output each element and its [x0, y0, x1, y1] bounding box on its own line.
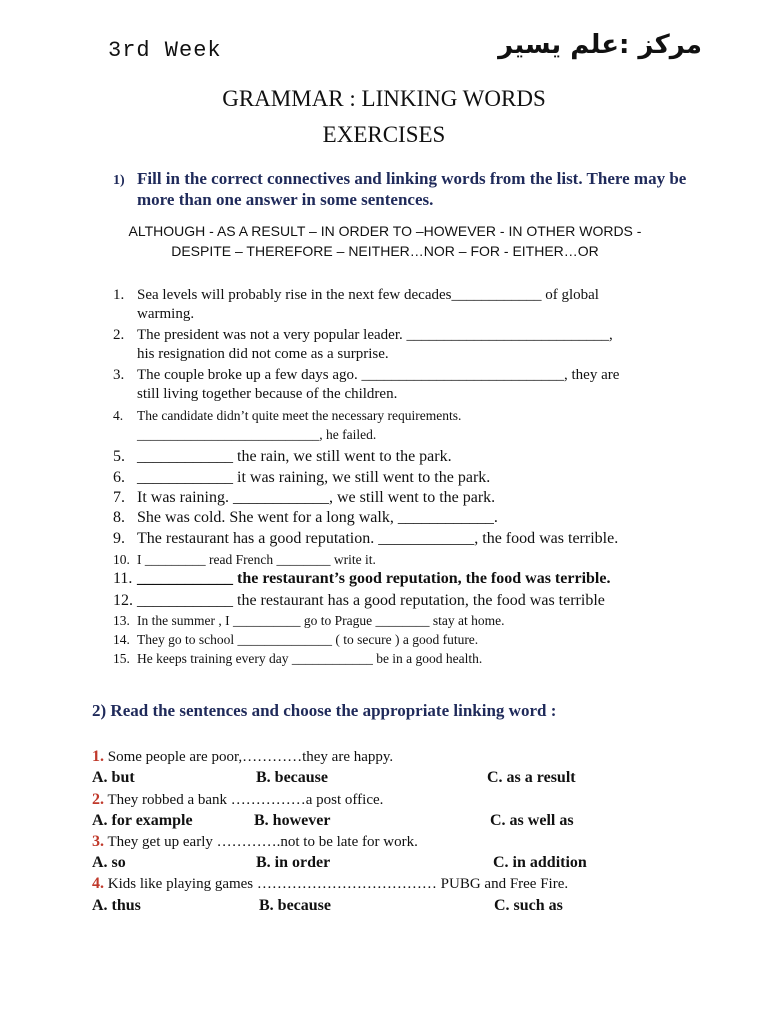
- item-text-line: warming.: [137, 306, 195, 322]
- item-number: 7.: [113, 489, 125, 506]
- item-text-line: his resignation did not come as a surprise.: [137, 346, 389, 362]
- exercise-1-text: Fill in the correct connectives and linking words from the list. There may be more than one answer in some sentences.: [137, 169, 687, 209]
- mcq-option-b: B. because: [259, 897, 331, 914]
- item-text-line: still living together because of the children.: [137, 386, 398, 402]
- mcq-option-c: C. in addition: [493, 854, 587, 871]
- item-text-line: In the summer , I __________ go to Prague ________ stay at home.: [137, 613, 505, 628]
- mcq-option-a: A. for example: [92, 812, 193, 829]
- mcq-number: 4.: [92, 875, 104, 892]
- item-text-line: The president was not a very popular leader. ___________________________,: [137, 327, 613, 343]
- item-text-line: The restaurant has a good reputation. ____________, the food was terrible.: [137, 530, 619, 547]
- word-list-line-1: ALTHOUGH - AS A RESULT – IN ORDER TO –HOWEVER - IN OTHER WORDS -: [128, 223, 642, 239]
- item-text-line: It was raining. ____________, we still went to the park.: [137, 489, 496, 506]
- mcq-option-a: A. but: [92, 769, 135, 786]
- item-text-line: They go to school ______________ ( to secure ) a good future.: [137, 632, 479, 647]
- item-text-line: The candidate didn’t quite meet the necessary requirements.: [137, 408, 462, 423]
- page-subtitle: EXERCISES: [322, 122, 446, 147]
- item-number: 5.: [113, 448, 125, 465]
- item-number: 3.: [113, 367, 125, 383]
- mcq-number: 3.: [92, 833, 104, 850]
- item-text-line: She was cold. She went for a long walk, ____________.: [137, 509, 498, 526]
- mcq-question: [92, 875, 568, 893]
- mcq-option-a: A. thus: [92, 897, 141, 914]
- item-number: 10.: [113, 552, 130, 567]
- mcq-number: 2.: [92, 791, 104, 808]
- item-number: 1.: [113, 287, 125, 303]
- exercise-2-heading: 2) Read the sentences and choose the appropriate linking word :: [92, 701, 557, 720]
- mcq-number: 1.: [92, 748, 104, 765]
- mcq-option-b: B. because: [256, 769, 328, 786]
- item-text-line: ____________ it was raining, we still went to the park.: [137, 469, 491, 486]
- mcq-option-c: C. as well as: [490, 812, 574, 829]
- item-number: 11.: [113, 570, 133, 587]
- item-text-line: ____________ the restaurant’s good reputation, the food was terrible.: [137, 570, 611, 587]
- mcq-text: They get up early ………….not to be late for work.: [107, 834, 418, 850]
- mcq-text: Kids like playing games ……………………………… PUBG and Free Fire.: [107, 876, 569, 892]
- item-text-line: ___________________________, he failed.: [137, 427, 377, 442]
- item-number: 9.: [113, 530, 125, 547]
- item-text-line: I _________ read French ________ write it.: [137, 552, 376, 567]
- word-list: [100, 221, 670, 261]
- item-number: 2.: [113, 327, 125, 343]
- exercise-1-number: 1): [113, 173, 125, 188]
- mcq-option-b: B. in order: [256, 854, 331, 871]
- item-text-line: ____________ the restaurant has a good reputation, the food was terrible: [137, 592, 605, 609]
- word-list-line-2: DESPITE – THEREFORE – NEITHER…NOR – FOR - EITHER…OR: [171, 243, 599, 259]
- mcq-option-a: A. so: [92, 854, 126, 871]
- item-text-line: Sea levels will probably rise in the next few decades____________ of global: [137, 287, 599, 303]
- mcq-question: [92, 833, 418, 851]
- page-title: GRAMMAR : LINKING WORDS: [222, 86, 546, 111]
- mcq-option-c: C. such as: [494, 897, 563, 914]
- week-label: 3rd Week: [108, 38, 222, 63]
- item-number: 14.: [113, 632, 130, 647]
- center-name-handwritten: مركز :علم يسير: [498, 30, 702, 60]
- item-number: 12.: [113, 592, 133, 609]
- mcq-option-b: B. however: [254, 812, 331, 829]
- mcq-text: They robbed a bank ……………a post office.: [107, 792, 384, 808]
- item-text-line: The couple broke up a few days ago. ___________________________, they are: [137, 367, 620, 383]
- mcq-question: [92, 791, 383, 809]
- mcq-text: Some people are poor,…………they are happy.: [107, 749, 394, 765]
- item-number: 8.: [113, 509, 125, 526]
- item-text-line: ____________ the rain, we still went to the park.: [137, 448, 452, 465]
- item-number: 6.: [113, 469, 125, 486]
- mcq-question: [92, 748, 393, 766]
- mcq-option-c: C. as a result: [487, 769, 576, 786]
- item-text-line: He keeps training every day ____________ be in a good health.: [137, 651, 483, 666]
- item-number: 4.: [113, 408, 124, 423]
- item-number: 13.: [113, 613, 130, 628]
- item-number: 15.: [113, 651, 130, 666]
